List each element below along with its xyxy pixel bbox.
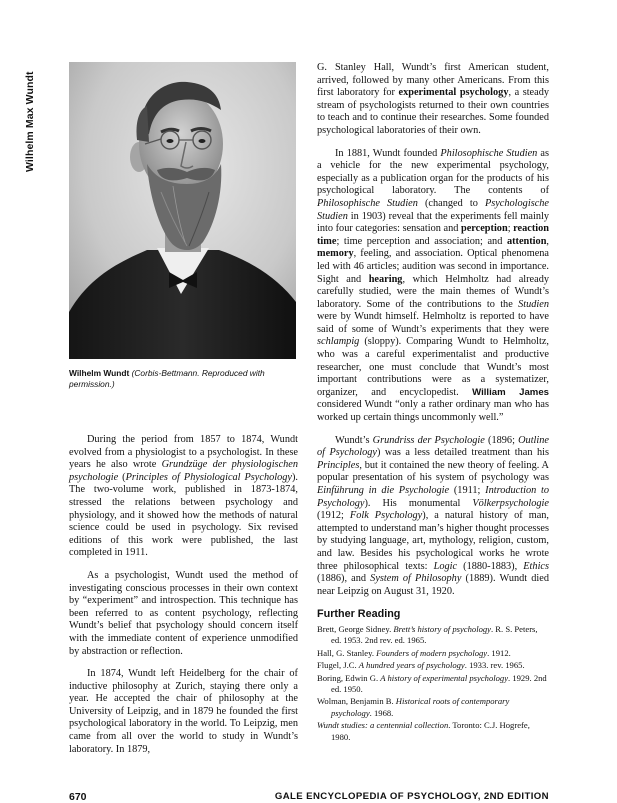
text-run: were by Wundt himself. Helmholtz is reported to have said of some of Wundt’s experiments that they were — [317, 311, 549, 335]
italic-text: Philosophische Studien — [317, 197, 418, 209]
italic-text: A history of experimental psychology — [380, 672, 509, 683]
reference-item — [317, 720, 549, 743]
italic-text: Brett’s history of psychology — [393, 623, 491, 634]
text-run: (1911; — [449, 485, 486, 496]
text-run: As a psychologist, Wundt used the method of investigating conscious processes in their own context by “experiment” and introspection. This technique has been referred to as content psychology, reflecting Wundt’s belief that psychology should concern itself with the immediate content of experience unmodified by abstraction or reflection. — [69, 569, 298, 657]
caption-credit: (Corbis-Bettmann. Reproduced with permission.) — [69, 368, 265, 389]
text-run: ), a natural history of man, attempted to understand man’s higher thought processes by studying language, art, mythology, religion, custom, and law. Besides his psychological works he wrote three philosophical texts: — [317, 510, 550, 572]
text-run: ). His monumental — [364, 497, 473, 509]
italic-text: Folk Psychology — [349, 510, 423, 522]
text-run: in 1903) reveal that the experiments fell mainly into four categories: sensation and — [317, 210, 549, 235]
further-reading-heading: Further Reading — [317, 608, 401, 621]
reference-item — [317, 648, 549, 659]
portrait-photo — [69, 62, 296, 359]
running-head-text: Wilhelm Max Wundt — [24, 71, 36, 172]
left-text-column — [69, 434, 298, 766]
text-run: Wolman, Benjamin B. — [317, 696, 396, 707]
page-number: 670 — [69, 791, 87, 803]
italic-text: Principles of Physiological Psychology — [125, 471, 292, 483]
italic-text: Historical roots of contemporary psychology — [331, 696, 510, 718]
text-run: Brett, George Sidney. — [317, 623, 394, 634]
italic-text: Völkerpsychologie — [472, 497, 549, 509]
italic-text: Principles — [317, 459, 360, 471]
text-run: ; — [507, 223, 514, 235]
text-run: ) was a less detailed treatment than his — [376, 447, 549, 459]
paragraph — [317, 62, 549, 138]
paragraph — [69, 434, 298, 560]
text-run: considered Wundt “only a rather ordinary man who has worked up certain things uncommonly well.” — [317, 399, 549, 424]
text-run: G. Stanley Hall, Wundt’s first American student, arrived, followed by many other Americans. From this first laboratory for — [317, 62, 549, 99]
italic-text: Grundriss der Psychologie — [372, 434, 485, 446]
italic-text: Founders of modern psychology — [376, 647, 488, 658]
reference-item — [317, 624, 549, 647]
text-run: ( — [118, 471, 126, 483]
paragraph — [69, 668, 298, 756]
bold-text: experimental psychology — [398, 87, 509, 99]
portrait-illustration — [69, 62, 296, 359]
text-run: (1889). Wundt died near Leipzig on August 31, 1920. — [317, 573, 549, 597]
paragraph — [317, 148, 549, 425]
text-run: During the period from 1857 to 1874, Wundt evolved from a physiologist to a psychologist. In these years he also wrote — [69, 434, 298, 471]
text-run: , but it contained the new theory of feeling. A popular presentation of his system of psychology was — [317, 459, 549, 484]
bold-text: hearing — [368, 273, 403, 285]
italic-text: A hundred years of psychology — [358, 660, 465, 671]
reference-item — [317, 660, 549, 671]
italic-text: Introduction to Psychology — [317, 485, 550, 509]
italic-text: Outline of Psychology — [317, 434, 549, 459]
photo-caption — [69, 368, 297, 390]
italic-text: Grundzüge der physiologischen psychologie — [69, 459, 299, 483]
bold-text: reaction time — [317, 223, 549, 247]
text-run: Flugel, J.C. — [317, 660, 359, 671]
text-run: In 1881, Wundt founded — [335, 147, 441, 159]
text-run: . 1912. — [487, 647, 511, 658]
text-run: , which Helmholtz had already carefully studied, were the main themes of Wundt’s laboratory. Some of the contributions to the — [317, 273, 549, 310]
text-run: . 1968. — [369, 707, 394, 718]
text-run: Wundt’s — [335, 434, 373, 446]
italic-text: Logic — [433, 560, 458, 572]
reference-item — [317, 673, 549, 696]
bold-text: William James — [472, 386, 549, 398]
running-head-vertical — [22, 62, 36, 172]
text-run: as a vehicle for the new experimental psychology, especially as a publication organ for the products of his psychological laboratory. The contents of — [317, 147, 549, 197]
text-run: . 1933. rev. 1965. — [464, 660, 525, 671]
text-run: ; time perception and association; and — [336, 235, 507, 247]
italic-text: Ethics — [523, 560, 550, 572]
reference-item — [317, 696, 549, 719]
text-run: Boring, Edwin G. — [317, 672, 381, 683]
text-run: (1896; — [484, 434, 519, 446]
text-run: , feeling, and association. Optical phenomena led with 46 articles; audition was second in importance. Sight and — [317, 248, 549, 285]
text-run: (changed to — [417, 197, 485, 209]
italic-text: schlampig — [317, 336, 360, 348]
paragraph — [69, 570, 298, 658]
text-run: . 1929. 2nd ed. 1950. — [331, 672, 547, 694]
italic-text: Psychologische Studien — [317, 197, 549, 222]
text-run: Hall, G. Stanley. — [317, 647, 377, 658]
italic-text: Studien — [518, 298, 549, 310]
caption-name: Wilhelm Wundt — [69, 368, 130, 378]
footer-rule — [69, 782, 549, 783]
text-run: , — [546, 235, 549, 247]
text-run: (1886), and — [317, 573, 371, 585]
text-run: , a steady stream of psychologists returned to their own countries to teach and to continue their researches. Some founded psychological laboratories of their own. — [317, 87, 549, 136]
text-run: ). The two-volume work, published in 1873-1874, stressed the relations between psychology and physiology, and it showed how the methods of natural science could be used in psychology. Six revised editions of this work were published, the last completed in 1911. — [69, 471, 298, 559]
bold-text: attention — [506, 235, 547, 247]
italic-text: Wundt studies: a centennial collection — [317, 720, 449, 731]
italic-text: System of Philosophy — [370, 573, 462, 585]
paragraph — [317, 435, 549, 599]
bold-text: memory — [317, 248, 354, 260]
right-text-column — [317, 62, 549, 744]
text-run: . Toronto: C.J. Hogrefe, 1980. — [331, 720, 530, 742]
italic-text: Philosophische Studien — [440, 147, 538, 159]
text-run: (sloppy). Comparing Wundt to Helmholtz, who was a careful experimentalist and productive researcher, one must conclude that Wundt’s most important contributions were as a systematizer, organizer, and encyclopedist. — [317, 336, 549, 398]
italic-text: Einführung in die Psychologie — [317, 485, 450, 496]
text-run: (1912; — [317, 510, 350, 522]
reference-list — [317, 624, 549, 743]
text-run: (1880-1883), — [457, 560, 524, 572]
text-run: In 1874, Wundt left Heidelberg for the chair of inductive philosophy at Zurich, staying there only a year. He accepted the chair of philosophy at the University of Leipzig, and in 1879 he founded the first psychological laboratory in the world. To Leipzig, men came from all over the world to study in Wundt’s laboratory. In 1879, — [69, 668, 298, 755]
text-run: . R. S. Peters, ed. 1953. 2nd rev. ed. 1965. — [331, 623, 538, 646]
bold-text: perception — [460, 223, 508, 235]
running-footer-title: GALE ENCYCLOPEDIA OF PSYCHOLOGY, 2ND EDITION — [274, 791, 549, 802]
